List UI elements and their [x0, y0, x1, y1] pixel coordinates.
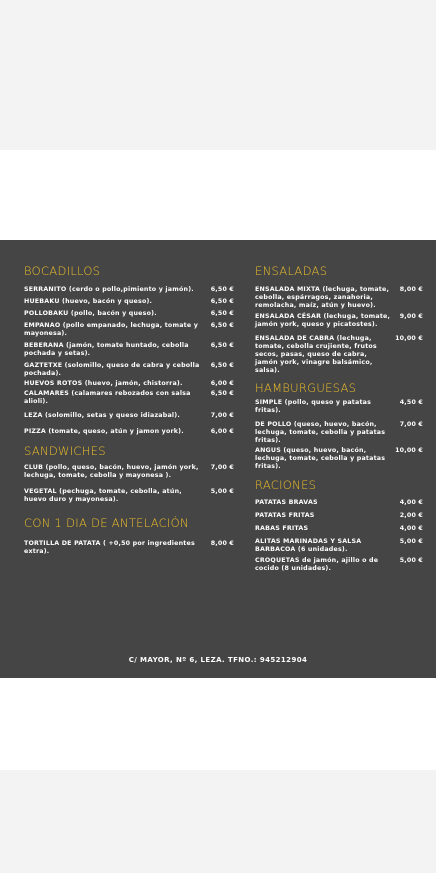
antelacion-heading: CON 1 DIA DE ANTELACIÓN [24, 516, 189, 530]
ensaladas-heading: ENSALADAS [255, 264, 328, 278]
bocadillo-item: GAZTETXE (solomillo, queso de cabra y cebolla pochada). 6,50 € [24, 362, 234, 377]
bocadillo-item: POLLOBAKU (pollo, bacón y queso). 6,50 € [24, 310, 234, 317]
ensalada-item: ENSALADA CÉSAR (lechuga, tomate, jamón york, queso y picatostes). 9,00 € [255, 313, 423, 328]
racion-item: ALITAS MARINADAS Y SALSA BARBACOA (6 unidades). 5,00 € [255, 538, 423, 553]
raciones-heading: RACIONES [255, 478, 317, 492]
hamburguesas-heading: HAMBURGUESAS [255, 381, 357, 395]
right-column [255, 264, 423, 573]
bocadillos-heading: BOCADILLOS [24, 264, 101, 278]
antelacion-item: TORTILLA DE PATATA ( +0,50 por ingredientes extra). 8,00 € [24, 540, 234, 555]
hamburguesa-item: SIMPLE (pollo, queso y patatas fritas). 4,50 € [255, 399, 423, 414]
sandwich-item: CLUB (pollo, queso, bacón, huevo, jamón york, lechuga, tomate, cebolla y mayonesa ). 7,00 € [24, 464, 234, 479]
racion-item: RABAS FRITAS 4,00 € [255, 525, 423, 532]
bocadillo-item: CALAMARES (calamares rebozados con salsa alioli). 6,50 € [24, 390, 234, 405]
bocadillo-item: SERRANITO (cerdo o pollo,pimiento y jamón). 6,50 € [24, 286, 234, 293]
bocadillo-item: HUEBAKU (huevo, bacón y queso). 6,50 € [24, 298, 234, 305]
sandwiches-heading: SANDWICHES [24, 444, 106, 458]
bottom-blank-area [0, 770, 436, 873]
sandwich-item: VEGETAL (pechuga, tomate, cebolla, atún, huevo duro y mayonesa). 5,00 € [24, 488, 234, 503]
menu-board [0, 240, 436, 678]
bocadillo-item: LEZA (solomillo, setas y queso idiazabal). 7,00 € [24, 412, 234, 419]
hamburguesa-item: ANGUS (queso, huevo, bacón, lechuga, tomate, cebolla y patatas fritas). 10,00 € [255, 447, 423, 470]
ensalada-item: ENSALADA MIXTA (lechuga, tomate, cebolla, espárragos, zanahoria, remolacha, maíz, atún y huevo). 8,00 € [255, 286, 423, 309]
racion-item: PATATAS FRITAS 2,00 € [255, 512, 423, 519]
left-column [24, 264, 234, 556]
hamburguesa-item: DE POLLO (queso, huevo, bacón, lechuga, tomate, cebolla y patatas fritas). 7,00 € [255, 421, 423, 444]
top-blank-area [0, 0, 436, 150]
ensalada-item: ENSALADA DE CABRA (lechuga, tomate, cebolla crujiente, frutos secos, pasas, queso de cabra, jamón york, vinagre balsámico, salsa). 10,00 € [255, 335, 423, 374]
racion-item: CROQUETAS de jamón, ajillo o de cocido (8 unidades). 5,00 € [255, 557, 423, 572]
bocadillo-item: PIZZA (tomate, queso, atún y jamon york). 6,00 € [24, 428, 234, 435]
racion-item: PATATAS BRAVAS 4,00 € [255, 499, 423, 506]
footer-address: C/ MAYOR, Nº 6, LEZA. TFNO.: 945212904 [128, 656, 308, 664]
bocadillo-item: BEBERANA (jamón, tomate huntado, cebolla pochada y setas). 6,50 € [24, 342, 234, 357]
bocadillo-item: EMPANAO (pollo empanado, lechuga, tomate y mayonesa). 6,50 € [24, 322, 234, 337]
bocadillo-item: HUEVOS ROTOS (huevo, jamón, chistorra). 6,00 € [24, 380, 234, 387]
